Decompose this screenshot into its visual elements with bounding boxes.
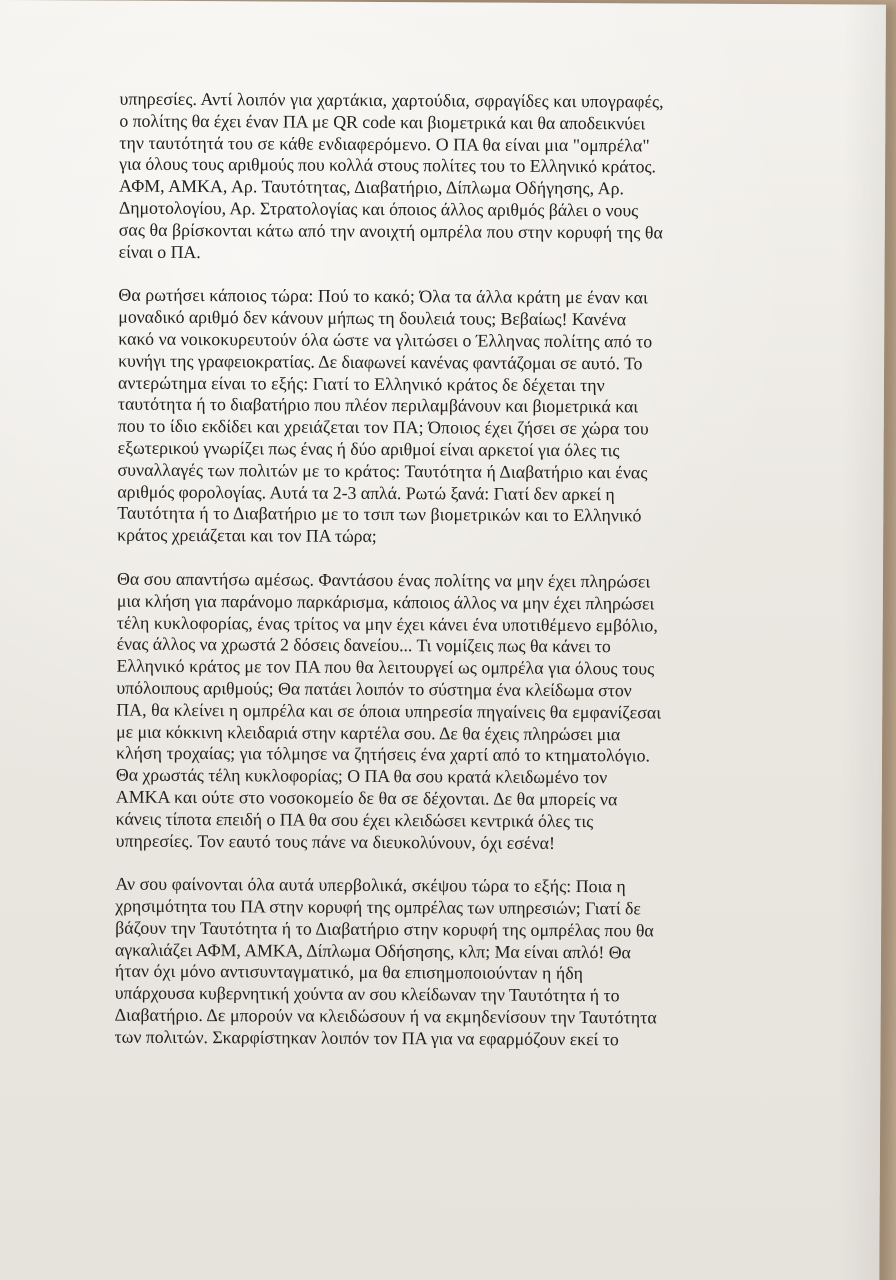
paragraph-2-line-8: εξωτερικού γνωρίζει πως ένας ή δύο αριθμοί είναι αρκετοί για όλες τις (117, 437, 620, 461)
paragraph-1-line-7: σας θα βρίσκονται κάτω από την ανοιχτή ομπρέλα που στην κορυφή της θα (118, 219, 663, 243)
paragraph-1-line-6: Δημοτολογίου, Αρ. Στρατολογίας και όποιος άλλος αριθμός βάλει ο νους (118, 197, 639, 221)
paragraph-3-line-1: Θα σου απαντήσω αμέσως. Φαντάσου ένας πολίτης να μην έχει πληρώσει (116, 568, 651, 592)
paragraph-2-line-5: αντερώτημα είναι το εξής: Γιατί το Ελληνικό κράτος δε δέχεται την (117, 372, 605, 395)
paragraph-1-line-1: υπηρεσίες. Αντί λοιπόν για χαρτάκια, χαρτούδια, σφραγίδες και υπογραφές, (119, 88, 664, 112)
paragraph-2-line-4: κυνήγι της γραφειοκρατίας. Δε διαφωνεί κανένας φαντάζομαι σε αυτό. Το (118, 350, 643, 374)
paragraph-3-line-13: υπηρεσίες. Τον εαυτό τους πάνε να διευκολύνουν, όχι εσένα! (115, 830, 556, 853)
paragraph-1-line-8: είναι ο ΠΑ. (118, 241, 201, 262)
paragraph-4-line-1: Αν σου φαίνονται όλα αυτά υπερβολικά, σκέψου τώρα το εξής: Ποια η (115, 873, 626, 897)
paragraph-2-line-3: κακό να νοικοκυρευτούν όλα ώστε να γλιτώσει ο Έλληνας πολίτης από το (118, 328, 653, 352)
paragraph-3-line-5: Ελληνικό κράτος με τον ΠΑ που θα λειτουργεί ως ομπρέλα για όλους τους (116, 655, 655, 679)
paragraph-2-line-1: Θα ρωτήσει κάποιος τώρα: Πού το κακό; Όλα τα άλλα κράτη με έναν και (118, 284, 648, 308)
paragraph-2-line-10: αριθμός φορολογίας. Αυτά τα 2-3 απλά. Ρωτώ ξανά: Γιατί δεν αρκεί η (117, 481, 615, 504)
paragraph-4-line-2: χρησιμότητα του ΠΑ στην κορυφή της ομπρέλας των υπηρεσιών; Γιατί δε (115, 895, 641, 919)
paragraph-4-line-3: βάζουν την Ταυτότητα ή το Διαβατήριο στην κορυφή της ομπρέλας που θα (115, 917, 654, 941)
paragraph-3-line-6: υπόλοιπους αριθμούς; Θα πατάει λοιπόν το σύστημα ένα κλείδωμα στον (116, 677, 632, 701)
paragraph-2-line-2: μοναδικό αριθμό δεν κάνουν μήπως τη δουλειά τους; Βεβαίως! Κανένα (118, 306, 627, 330)
paragraph-3-line-11: ΑΜΚΑ και ούτε στο νοσοκομείο δε θα σε δέχονται. Δε θα μπορείς να (115, 786, 618, 810)
paragraph-4-line-5: ήταν όχι μόνο αντισυνταγματικό, μα θα επισημοποιούνταν η ήδη (114, 961, 584, 984)
paragraph-3-line-4: ένας άλλος να χρωστά 2 δόσεις δανείου... Τι νομίζεις πως θα κάνει το (116, 633, 611, 657)
paragraph-3-line-7: ΠΑ, θα κλείνει η ομπρέλα και σε όποια υπηρεσία πηγαίνεις θα εμφανίζεσαι (116, 699, 662, 723)
paragraph-4-line-6: υπάρχουσα κυβερνητική χούντα αν σου κλείδωναν την Ταυτότητα ή το (114, 982, 620, 1006)
paragraph-3-line-3: τέλη κυκλοφορίας, ένας τρίτος να μην έχει κάνει ένα υποτιθέμενο εμβόλιο, (116, 612, 659, 635)
paragraph-2-line-6: ταυτότητα ή το διαβατήριο που πλέον περιλαμβάνουν και βιομετρικά και (117, 393, 639, 417)
paragraph-3 (116, 569, 777, 856)
paragraph-2-line-7: που το ίδιο εκδίδει και χρειάζεται τον ΠΑ; Όποιος έχει ζήσει σε χώρα του (117, 415, 649, 439)
paragraph-1-line-2: ο πολίτης θα έχει έναν ΠΑ με QR code και βιομετρικά και θα αποδεικνύει (119, 110, 646, 134)
paragraph-1 (119, 89, 780, 267)
paragraph-1-line-4: για όλους τους αριθμούς που κολλά στους πολίτες του το Ελληνικό κράτος. (119, 154, 656, 177)
paragraph-4 (115, 874, 776, 1052)
paragraph-2-line-11: Ταυτότητα ή το Διαβατήριο με το τσιπ των βιομετρικών και το Ελληνικό (117, 502, 642, 526)
paragraph-4-line-8: των πολιτών. Σκαρφίστηκαν λοιπόν τον ΠΑ για να εφαρμόζουν εκεί το (114, 1026, 619, 1050)
paragraph-3-line-8: με μια κόκκινη κλειδαριά στην καρτέλα σου. Δε θα έχεις πληρώσει μια (116, 721, 621, 744)
paragraph-1-line-5: ΑΦΜ, ΑΜΚΑ, Αρ. Ταυτότητας, Διαβατήριο, Δίπλωμα Οδήγησης, Αρ. (118, 175, 625, 199)
paragraph-2-line-9: συναλλαγές των πολιτών με το κράτος: Ταυτότητα ή Διαβατήριο και ένας (117, 459, 648, 483)
paragraph-4-line-7: Διαβατήριο. Δε μπορούν να κλειδώσουν ή να εκμηδενίσουν την Ταυτότητα (114, 1004, 657, 1028)
paragraph-1-line-3: την ταυτότητά του σε κάθε ενδιαφερόμενο. Ο ΠΑ θα είναι μια "ομπρέλα" (119, 132, 650, 155)
paragraph-3-line-12: κάνεις τίποτα επειδή ο ΠΑ θα σου έχει κλειδώσει κεντρικά όλες τις (115, 808, 594, 831)
paragraph-2 (117, 285, 778, 550)
paragraph-3-line-2: μια κλήση για παράνομο παρκάρισμα, κάποιος άλλος να μην έχει πληρώσει (116, 590, 655, 614)
paragraph-4-line-4: αγκαλιάζει ΑΦΜ, ΑΜΚΑ, Δίπλωμα Οδήσησης, κλπ; Μα είναι απλό! Θα (114, 939, 631, 963)
paragraph-3-line-10: Θα χρωστάς τέλη κυκλοφορίας; Ο ΠΑ θα σου κρατά κλειδωμένο τον (115, 764, 608, 788)
paragraph-3-line-9: κλήση τροχαίας; για τόλμησε να ζητήσεις ένα χαρτί από το κτηματολόγιο. (116, 742, 651, 766)
paragraph-2-line-12: κράτος χρειάζεται και τον ΠΑ τώρα; (117, 524, 377, 547)
document-body (115, 89, 780, 1052)
